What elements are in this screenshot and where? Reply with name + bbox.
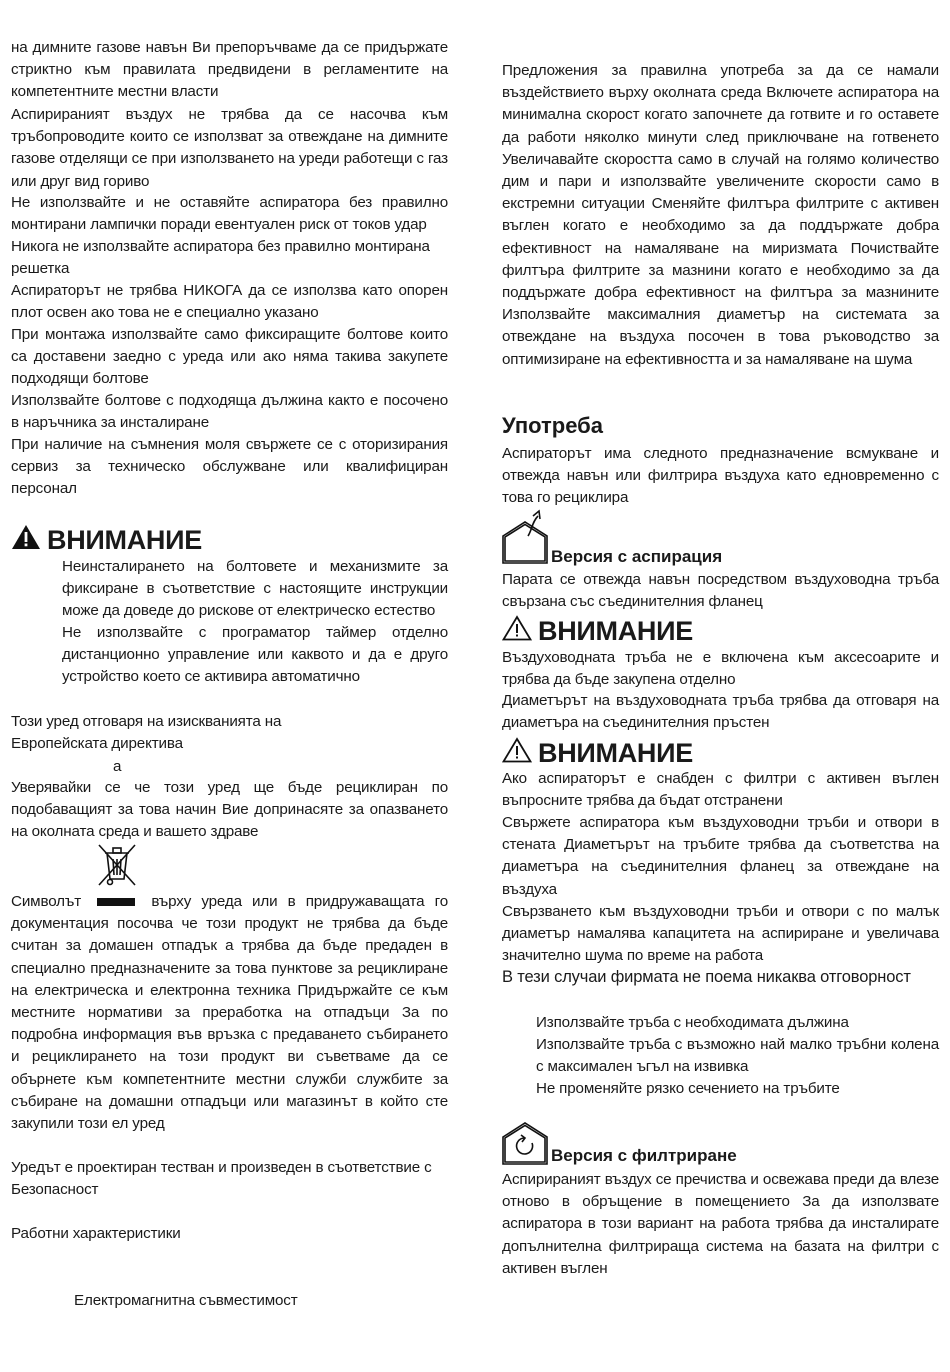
aspiration-heading: Версия с аспирация	[551, 547, 723, 566]
paragraph: Никога не използвайте аспиратора без правилно монтирана решетка	[11, 238, 430, 278]
paragraph: Уверявайки се че този уред ще бъде рециклиран по подобаващият за това начин Вие допринасяте за опазването на околната среда и вашето здраве	[11, 779, 448, 841]
paragraph: Използвайте болтове с подходяща дължина както е посочено в наръчника за инсталиране	[11, 392, 448, 432]
warning-title: ВНИМАНИЕ	[538, 738, 693, 768]
paragraph: Свързването към въздуховодни тръби и отвори с по малък диаметър намалява капацитета на аспириране и увеличава значително шума по време на работа	[502, 903, 939, 965]
paragraph: Предложения за правилна употреба за да се намали въздействието върху околната среда Включете аспиратора на минимална скорост когато започнете да готвите и го оставете да работи няколко минути след приключване на готвенето Увеличавайте скоростта само в случай на голямо количество дим и пари и използвайте увеличените скорости само в екстремни ситуации Сменяйте филтъра филтрите с активен въглен когато е необходимо за да поддържате добра ефективност на намаляване на миризмата Почиствайте филтъра филтрите за мазнини когато е необходимо за да поддържате добра ефективност на филтъра за мазнините Използвайте максималния диаметър на системата за отвеждане на въздуха посочен в това ръководство за оптимизиране на ефективността и за намаляване на шума	[502, 62, 939, 368]
warning-triangle-outline-icon	[502, 615, 532, 647]
warning-triangle-filled-icon	[11, 524, 41, 556]
ducted-exhaust-icon	[502, 508, 548, 569]
paragraph: на димните газове навън Ви препоръчваме да се придържате стриктно към правилата предвидени в регламентите на компетентните местни власти	[11, 39, 448, 101]
paragraph: Аспирираният въздух не трябва да се насочва към тръбопроводите които се използват за отвеждане на димните газове отделящи се при използването на уреди работещи с газ или друг вид гориво	[11, 106, 448, 190]
paragraph: При наличие на съмнения моля свържете се с оторизирания сервиз за техническо обслужване или квалифициран персонал	[11, 436, 448, 498]
warning-item: Не използвайте с програматор таймер отделно дистанционно управление или каквото и да е друго устройство което се активира автоматично	[62, 624, 448, 686]
list-item: Използвайте тръба с необходимата дължина	[536, 1014, 849, 1031]
warning-heading	[11, 524, 202, 556]
paragraph: Работни характеристики	[11, 1225, 181, 1242]
warning-title: ВНИМАНИЕ	[538, 616, 693, 646]
warning-heading	[502, 737, 693, 769]
paragraph: При монтажа използвайте само фиксиращите болтове които са доставени заедно с уреда или ако няма такива закупете подходящи болтове	[11, 326, 448, 388]
paragraph: Диаметърът на въздуховодната тръба трябва да отговаря на диаметъра на съединителния пръстен	[502, 692, 939, 732]
paragraph: Свържете аспиратора към въздуховодни тръби и отвори в стената Диаметърът на тръбите трябва да съответства на диаметъра на съединителния фланец за отвеждане на въздуха	[502, 814, 939, 898]
paragraph: Ако аспираторът е снабден с филтри с активен въглен въпросните трябва да бъдат отстранени	[502, 770, 939, 810]
paragraph	[11, 891, 448, 1135]
paragraph: Аспираторът не трябва НИКОГА да се използва като опорен плот освен ако това не е специално указано	[11, 282, 448, 322]
black-bar-symbol	[97, 898, 135, 906]
paragraph: Парата се отвежда навън посредством въздуховодна тръба свързана със съединителния фланец	[502, 571, 939, 611]
paragraph: а	[113, 758, 122, 775]
paragraph: Този уред отговаря на изискванията на	[11, 713, 282, 730]
crossed-out-wheelie-bin-icon	[95, 841, 139, 894]
recirculation-filter-icon	[502, 1121, 548, 1170]
paragraph-start: Символът	[11, 893, 82, 910]
usage-heading: Употреба	[502, 413, 604, 438]
paragraph: Аспираторът има следното предназначение всмукване и отвежда навън или филтрира въздуха като едновременно с това го рециклира	[502, 445, 939, 507]
paragraph-rest: върху уреда или в придружаващата го документация посочва че този продукт не трябва да бъде считан за домашен отпадък а трябва да бъде предаден в специално предназначените за това пунктове за рециклиране на електрическа и електронна техника Придържайте се към местните нормативи за преработка на отпадъци За по подробна информация във връзка с предаването събирането и рециклирането на този продукт ви съветваме да се обърнете към компетентните местни служби службите за събиране на домашни отпадъци или магазинът в който сте закупили този ел уред	[11, 893, 448, 1133]
warning-heading	[502, 615, 693, 647]
warning-title: ВНИМАНИЕ	[47, 525, 202, 555]
paragraph: Въздуховодната тръба не е включена към аксесоарите и трябва да бъде закупена отделно	[502, 649, 939, 689]
filter-heading: Версия с филтриране	[551, 1146, 737, 1165]
paragraph: Европейската директива	[11, 735, 183, 752]
paragraph: Безопасност	[11, 1181, 99, 1198]
warning-item: Неинсталирането на болтовете и механизмите за фиксиране в съответствие с настоящите инструкции може да доведе до рискове от електрическо естество	[62, 558, 448, 620]
paragraph: Аспирираният въздух се пречиства и освежава преди да влезе отново в обръщение в помещението За да използвате аспиратора в този вариант на работа трябва да инсталирате допълнителна филтрираща система на базата на филтри с активен въглен	[502, 1171, 939, 1277]
paragraph: Не използвайте и не оставяйте аспиратора без правилно монтирани лампички поради евентуален риск от токов удар	[11, 194, 448, 234]
paragraph: Електромагнитна съвместимост	[74, 1292, 298, 1309]
warning-triangle-outline-icon	[502, 737, 532, 769]
paragraph: Уредът е проектиран тестван и произведен в съответствие с	[11, 1159, 432, 1176]
list-item: Използвайте тръба с възможно най малко тръбни колена с максимален ъгъл на извивка	[536, 1036, 939, 1076]
paragraph: В тези случаи фирмата не поема никаква отговорност	[502, 968, 911, 986]
list-item: Не променяйте рязко сечението на тръбите	[536, 1080, 840, 1097]
